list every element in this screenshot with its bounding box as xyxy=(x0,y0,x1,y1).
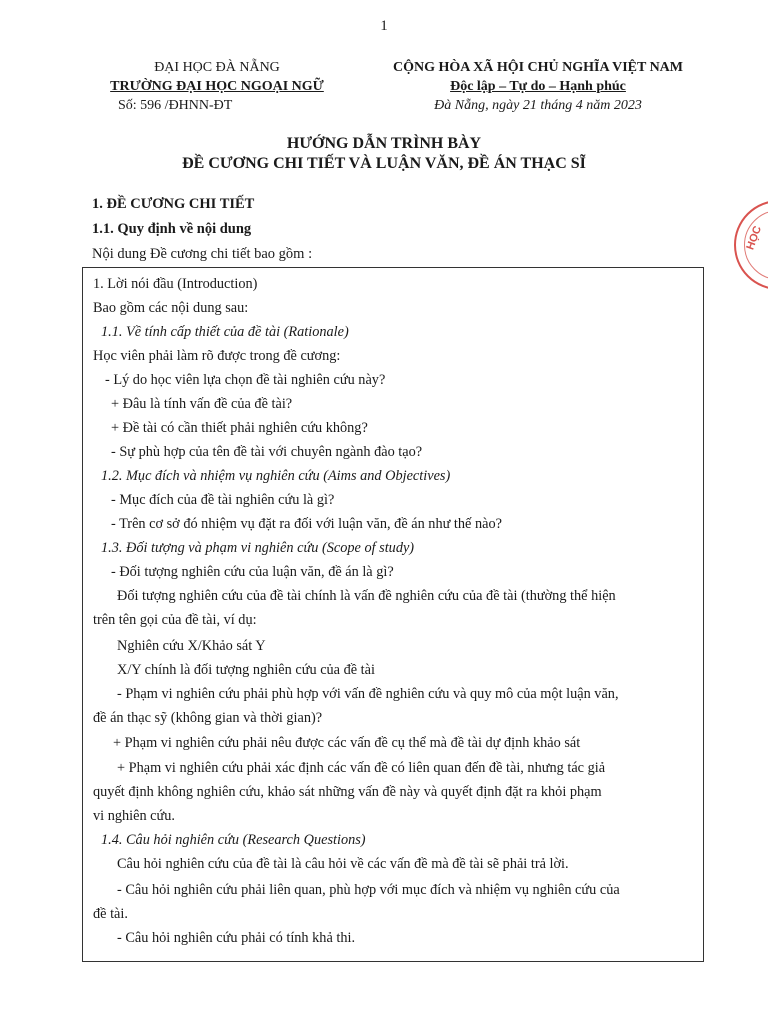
box-line: - Câu hỏi nghiên cứu phải liên quan, phù hợp với mục đích và nhiệm vụ nghiên cứu của xyxy=(117,882,620,898)
box-line: 1.3. Đối tượng và phạm vi nghiên cứu (Scope of study) xyxy=(101,540,415,556)
box-line: quyết định không nghiên cứu, khảo sát những vấn đề này và quyết định đặt ra khỏi phạm xyxy=(93,784,602,800)
university-name: ĐẠI HỌC ĐÀ NẴNG xyxy=(154,60,280,75)
content-box xyxy=(82,267,704,962)
subsection-heading: 1.1. Quy định về nội dung xyxy=(92,221,252,237)
box-line: Đối tượng nghiên cứu của đề tài chính là vấn đề nghiên cứu của đề tài (thường thể hiện xyxy=(117,588,616,604)
box-line: vi nghiên cứu. xyxy=(93,808,175,824)
box-line: - Câu hỏi nghiên cứu phải có tính khả thi. xyxy=(117,930,356,946)
national-title: CỘNG HÒA XÃ HỘI CHỦ NGHĨA VIỆT NAM xyxy=(392,60,683,75)
box-line: trên tên gọi của đề tài, ví dụ: xyxy=(93,612,257,628)
box-line: + Phạm vi nghiên cứu phải nêu được các vấn đề cụ thể mà đề tài dự định khảo sát xyxy=(113,735,581,751)
school-name: TRƯỜNG ĐẠI HỌC NGOẠI NGỮ xyxy=(110,79,324,94)
box-line: Câu hỏi nghiên cứu của đề tài là câu hỏi về các vấn đề mà đề tài sẽ phải trả lời. xyxy=(117,856,569,872)
box-line: đề tài. xyxy=(93,906,128,922)
national-motto: Độc lập – Tự do – Hạnh phúc xyxy=(450,79,626,94)
box-line: - Phạm vi nghiên cứu phải phù hợp với vấn đề nghiên cứu và quy mô của một luận văn, xyxy=(117,686,619,702)
box-line: đề án thạc sỹ (không gian và thời gian)? xyxy=(93,710,323,726)
title-line-2: ĐỀ CƯƠNG CHI TIẾT VÀ LUẬN VĂN, ĐỀ ÁN THẠC SĨ xyxy=(182,155,586,172)
header-right xyxy=(348,58,728,115)
box-line: + Đâu là tính vấn đề của đề tài? xyxy=(111,396,293,412)
box-line: 1.4. Câu hỏi nghiên cứu (Research Questions) xyxy=(101,832,366,848)
box-line: + Phạm vi nghiên cứu phải xác định các vấn đề có liên quan đến đề tài, nhưng tác giả xyxy=(117,760,606,776)
section-heading: 1. ĐỀ CƯƠNG CHI TIẾT xyxy=(92,196,255,212)
box-line: - Lý do học viên lựa chọn đề tài nghiên cứu này? xyxy=(105,372,386,388)
box-line: 1. Lời nói đầu (Introduction) xyxy=(93,276,258,292)
document-number: Số: 596 /ĐHNN-ĐT xyxy=(118,98,233,113)
official-seal xyxy=(734,200,768,290)
box-line: - Trên cơ sở đó nhiệm vụ đặt ra đối với luận văn, đề án như thế nào? xyxy=(111,516,502,532)
document-title xyxy=(0,134,768,174)
box-line: 1.1. Về tính cấp thiết của đề tài (Rationale) xyxy=(101,324,349,340)
box-line: Nghiên cứu X/Khảo sát Y xyxy=(117,638,266,654)
intro-line: Nội dung Đề cương chi tiết bao gồm : xyxy=(92,246,313,262)
box-line: X/Y chính là đối tượng nghiên cứu của đề tài xyxy=(117,662,375,678)
box-line: - Đối tượng nghiên cứu của luận văn, đề án là gì? xyxy=(111,564,394,580)
title-line-1: HƯỚNG DẪN TRÌNH BÀY xyxy=(286,135,482,152)
box-line: - Mục đích của đề tài nghiên cứu là gì? xyxy=(111,492,335,508)
seal-text: HỌC xyxy=(744,224,765,252)
box-line: Bao gồm các nội dung sau: xyxy=(93,300,249,316)
box-line: - Sự phù hợp của tên đề tài với chuyên ngành đào tạo? xyxy=(111,444,423,460)
box-line: Học viên phải làm rõ được trong đề cương: xyxy=(93,348,341,364)
issue-date: Đà Nẵng, ngày 21 tháng 4 năm 2023 xyxy=(434,98,642,113)
box-line: 1.2. Mục đích và nhiệm vụ nghiên cứu (Aims and Objectives) xyxy=(101,468,451,484)
page-number: 1 xyxy=(380,18,388,34)
box-line: + Đề tài có cần thiết phải nghiên cứu không? xyxy=(111,420,368,436)
header-left xyxy=(92,58,342,115)
